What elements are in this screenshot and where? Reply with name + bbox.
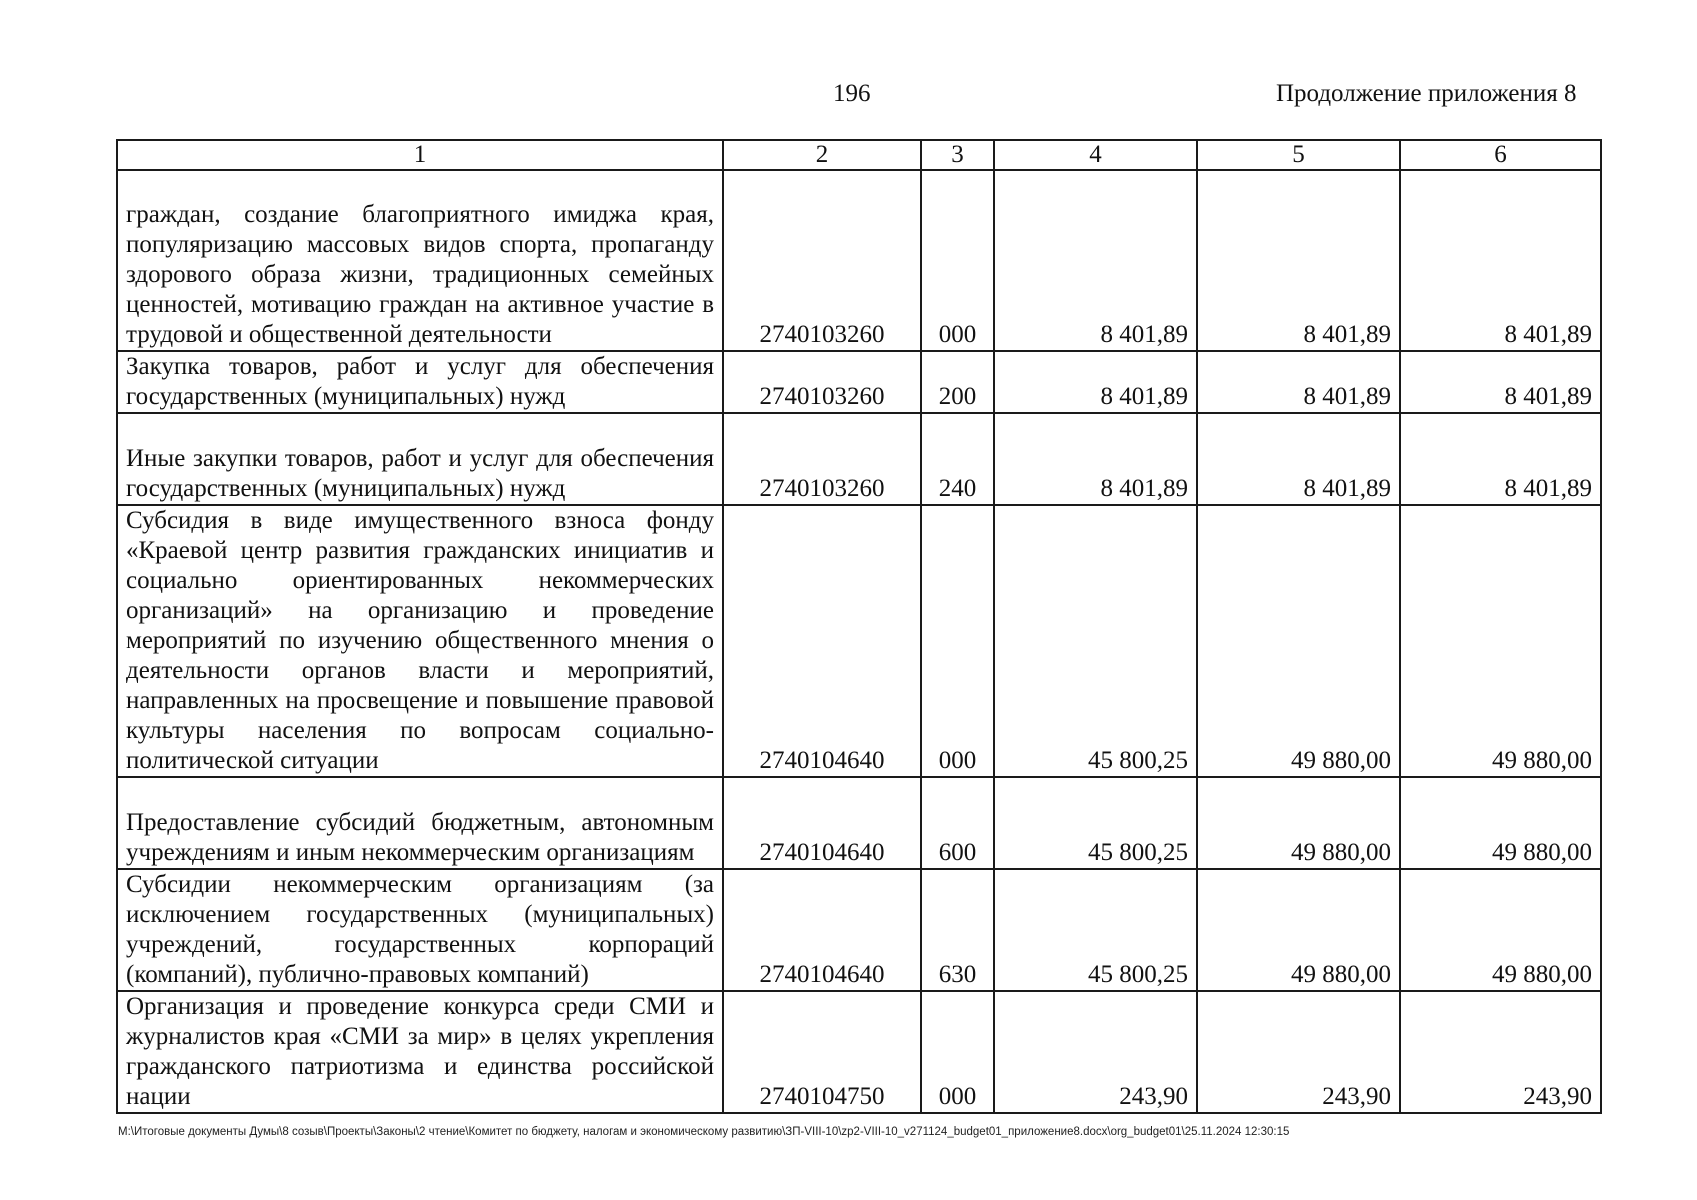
row-value-col4: 45 800,25 — [994, 777, 1197, 869]
page-number: 196 — [833, 80, 871, 107]
table-row — [117, 505, 1601, 777]
row-value-col4: 45 800,25 — [994, 869, 1197, 991]
row-value-col4: 8 401,89 — [994, 170, 1197, 351]
row-value-col6: 49 880,00 — [1400, 505, 1601, 777]
row-value-col5: 243,90 — [1197, 991, 1400, 1113]
row-description: Закупка товаров, работ и услуг для обеспечения государственных (муниципальных) нужд — [117, 351, 723, 413]
column-header-2: 2 — [723, 140, 921, 170]
row-expense-type: 630 — [921, 869, 994, 991]
table-row — [117, 869, 1601, 991]
row-value-col6: 49 880,00 — [1400, 777, 1601, 869]
table-row — [117, 777, 1601, 869]
row-value-col5: 49 880,00 — [1197, 505, 1400, 777]
column-header-5: 5 — [1197, 140, 1400, 170]
row-description: Организация и проведение конкурса среди СМИ и журналистов края «СМИ за мир» в целях укрепления гражданского патриотизма и единства российской нации — [117, 991, 723, 1113]
row-expense-type: 000 — [921, 170, 994, 351]
column-header-6: 6 — [1400, 140, 1601, 170]
row-expense-type: 240 — [921, 413, 994, 505]
document-path-footer: M:\Итоговые документы Думы\8 созыв\Проекты\Законы\2 чтение\Комитет по бюджету, налогам и экономическому развитию\ЗП-VIII-10\zp2-VIII-10_v271124_budget01_приложение8.docx\org_budget01\25.11.2024 12:30:15 — [118, 1126, 1290, 1138]
budget-table — [116, 139, 1602, 1114]
row-expense-type: 200 — [921, 351, 994, 413]
row-value-col4: 243,90 — [994, 991, 1197, 1113]
continuation-title: Продолжение приложения 8 — [1276, 80, 1577, 107]
row-value-col6: 8 401,89 — [1400, 351, 1601, 413]
row-value-col6: 8 401,89 — [1400, 170, 1601, 351]
table-row — [117, 991, 1601, 1113]
row-description: Субсидии некоммерческим организациям (за исключением государственных (муниципальных) учреждений, государственных корпораций (компаний), публично-правовых компаний) — [117, 869, 723, 991]
row-value-col6: 49 880,00 — [1400, 869, 1601, 991]
row-code: 2740104640 — [723, 869, 921, 991]
row-code: 2740104640 — [723, 505, 921, 777]
row-code: 2740103260 — [723, 413, 921, 505]
row-description: Предоставление субсидий бюджетным, автономным учреждениям и иным некоммерческим организациям — [117, 777, 723, 869]
row-expense-type: 000 — [921, 991, 994, 1113]
row-code: 2740104640 — [723, 777, 921, 869]
table-row — [117, 413, 1601, 505]
row-value-col4: 8 401,89 — [994, 351, 1197, 413]
row-value-col5: 8 401,89 — [1197, 351, 1400, 413]
table-row — [117, 170, 1601, 351]
row-expense-type: 000 — [921, 505, 994, 777]
column-header-4: 4 — [994, 140, 1197, 170]
row-value-col4: 8 401,89 — [994, 413, 1197, 505]
row-description: Иные закупки товаров, работ и услуг для обеспечения государственных (муниципальных) нужд — [117, 413, 723, 505]
row-value-col6: 243,90 — [1400, 991, 1601, 1113]
row-code: 2740104750 — [723, 991, 921, 1113]
row-value-col4: 45 800,25 — [994, 505, 1197, 777]
row-code: 2740103260 — [723, 351, 921, 413]
table-row — [117, 351, 1601, 413]
row-value-col5: 8 401,89 — [1197, 413, 1400, 505]
row-value-col5: 49 880,00 — [1197, 869, 1400, 991]
row-code: 2740103260 — [723, 170, 921, 351]
row-value-col5: 49 880,00 — [1197, 777, 1400, 869]
column-header-1: 1 — [117, 140, 723, 170]
row-value-col5: 8 401,89 — [1197, 170, 1400, 351]
table-header-row — [117, 140, 1601, 170]
row-value-col6: 8 401,89 — [1400, 413, 1601, 505]
column-header-3: 3 — [921, 140, 994, 170]
row-description: Субсидия в виде имущественного взноса фонду «Краевой центр развития гражданских инициатив и социально ориентированных некоммерческих организаций» на организацию и проведение мероприятий по изучению общественного мнения о деятельности органов власти и мероприятий, направленных на просвещение и повышение правовой культуры населения по вопросам социально-политической ситуации — [117, 505, 723, 777]
row-expense-type: 600 — [921, 777, 994, 869]
row-description: граждан, создание благоприятного имиджа края, популяризацию массовых видов спорта, пропаганду здорового образа жизни, традиционных семейных ценностей, мотивацию граждан на активное участие в трудовой и общественной деятельности — [117, 170, 723, 351]
